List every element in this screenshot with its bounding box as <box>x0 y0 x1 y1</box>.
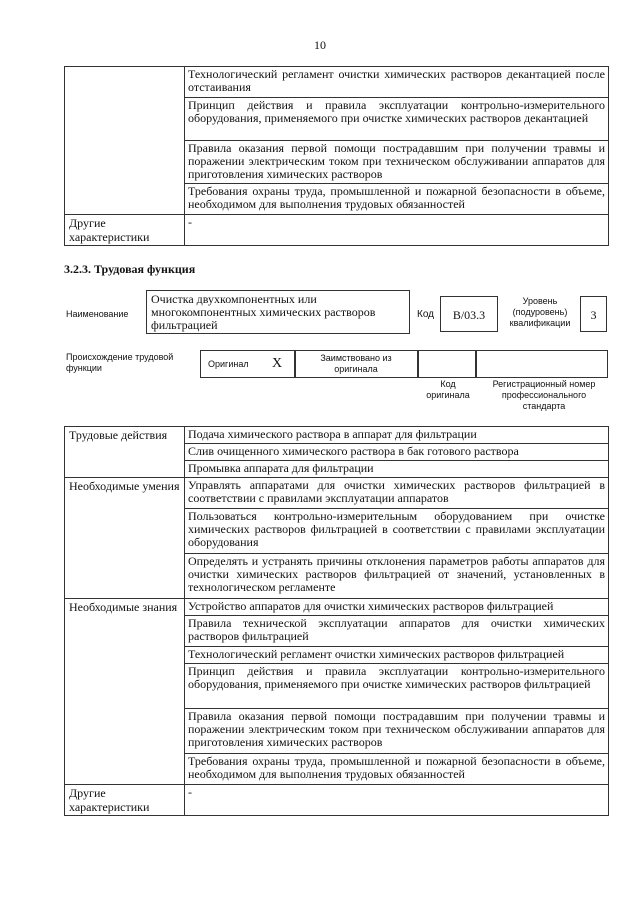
table-row <box>65 478 609 509</box>
knowledge-item: Принцип действия и правила эксплуатации контрольно-измерительного оборудования, применяемого при очистке химических растворов фильтрацией <box>185 664 609 709</box>
top-requirements-table <box>64 66 609 246</box>
knowledge-item: Устройство аппаратов для очистки химических растворов фильтрацией <box>185 599 609 616</box>
table-row <box>65 215 609 246</box>
skill-item: Управлять аппаратами для очистки химических растворов фильтрацией в соответствии с правилами эксплуатации аппаратов <box>185 478 609 509</box>
skills-label: Необходимые умения <box>65 478 185 599</box>
original-code-box <box>418 350 476 378</box>
original-label: Оригинал <box>208 359 249 369</box>
table-row <box>65 67 609 98</box>
original-code-caption: Код оригинала <box>426 379 470 400</box>
code-box <box>440 296 498 332</box>
other-characteristics-value: - <box>185 215 609 246</box>
function-name-box <box>146 290 410 334</box>
borrowed-label: Заимствовано из оригинала <box>320 353 392 374</box>
function-name: Очистка двухкомпонентных или многокомпонентных химических растворов фильтрацией <box>151 292 376 332</box>
knowledge-item: Правила технической эксплуатации аппаратов для очистки химических растворов фильтрацией <box>185 616 609 647</box>
knowledge-item: Требования охраны труда, промышленной и пожарной безопасности в объеме, необходимом для выполнения трудовых обязанностей <box>185 754 609 785</box>
skill-item: Определять и устранять причины отклонения параметров работы аппаратов для очистки химических растворов фильтрацией от значений, установленных в технологическом регламенте <box>185 554 609 599</box>
level-label: Уровень (подуровень) квалификации <box>509 296 571 328</box>
code-label: Код <box>417 309 435 320</box>
level-value: 3 <box>590 308 597 322</box>
knowledge-label-cell <box>65 67 185 215</box>
knowledge-item: Правила оказания первой помощи пострадавшим при получении травмы и поражении электрическим током при техническом обслуживании аппаратов для приготовления химических растворов <box>185 141 609 184</box>
level-box <box>580 296 607 332</box>
labor-action-item: Подача химического раствора в аппарат для фильтрации <box>185 427 609 444</box>
knowledge-item: Технологический регламент очистки химических растворов фильтрацией <box>185 647 609 664</box>
labor-action-item: Слив очищенного химического раствора в бак готового раствора <box>185 444 609 461</box>
knowledge-item: Технологический регламент очистки химических растворов декантацией после отстаивания <box>185 67 609 98</box>
knowledge-item: Требования охраны труда, промышленной и пожарной безопасности в объеме, необходимом для выполнения трудовых обязанностей <box>185 184 609 215</box>
skill-item: Пользоваться контрольно-измерительным оборудованием при очистке химических растворов фильтрацией в соответствии с правилами эксплуатации оборудования <box>185 509 609 554</box>
labor-actions-label: Трудовые действия <box>65 427 185 478</box>
name-label: Наименование <box>66 309 129 319</box>
other-characteristics-value: - <box>185 785 609 816</box>
origin-label: Происхождение трудовой функции <box>66 352 174 373</box>
table-row <box>65 427 609 444</box>
registration-number-box <box>476 350 608 378</box>
other-characteristics-label: Другие характеристики <box>65 785 185 816</box>
other-characteristics-label: Другие характеристики <box>65 215 185 246</box>
table-row <box>65 785 609 816</box>
knowledge-item: Принцип действия и правила эксплуатации контрольно-измерительного оборудования, применяемого при очистке химических растворов декантацией <box>185 98 609 141</box>
labor-action-item: Промывка аппарата для фильтрации <box>185 461 609 478</box>
page-number: 10 <box>314 38 326 52</box>
code-value: B/03.3 <box>452 308 486 322</box>
registration-number-caption: Регистрационный номер профессионального стандарта <box>492 379 596 411</box>
knowledge-label: Необходимые знания <box>65 599 185 785</box>
section-heading: 3.2.3. Трудовая функция <box>64 262 196 276</box>
main-requirements-table <box>64 426 609 816</box>
original-mark: X <box>272 356 283 371</box>
knowledge-item: Правила оказания первой помощи пострадавшим при получении травмы и поражении электрическим током при техническом обслуживании аппаратов для приготовления химических растворов <box>185 709 609 754</box>
table-row <box>65 599 609 616</box>
